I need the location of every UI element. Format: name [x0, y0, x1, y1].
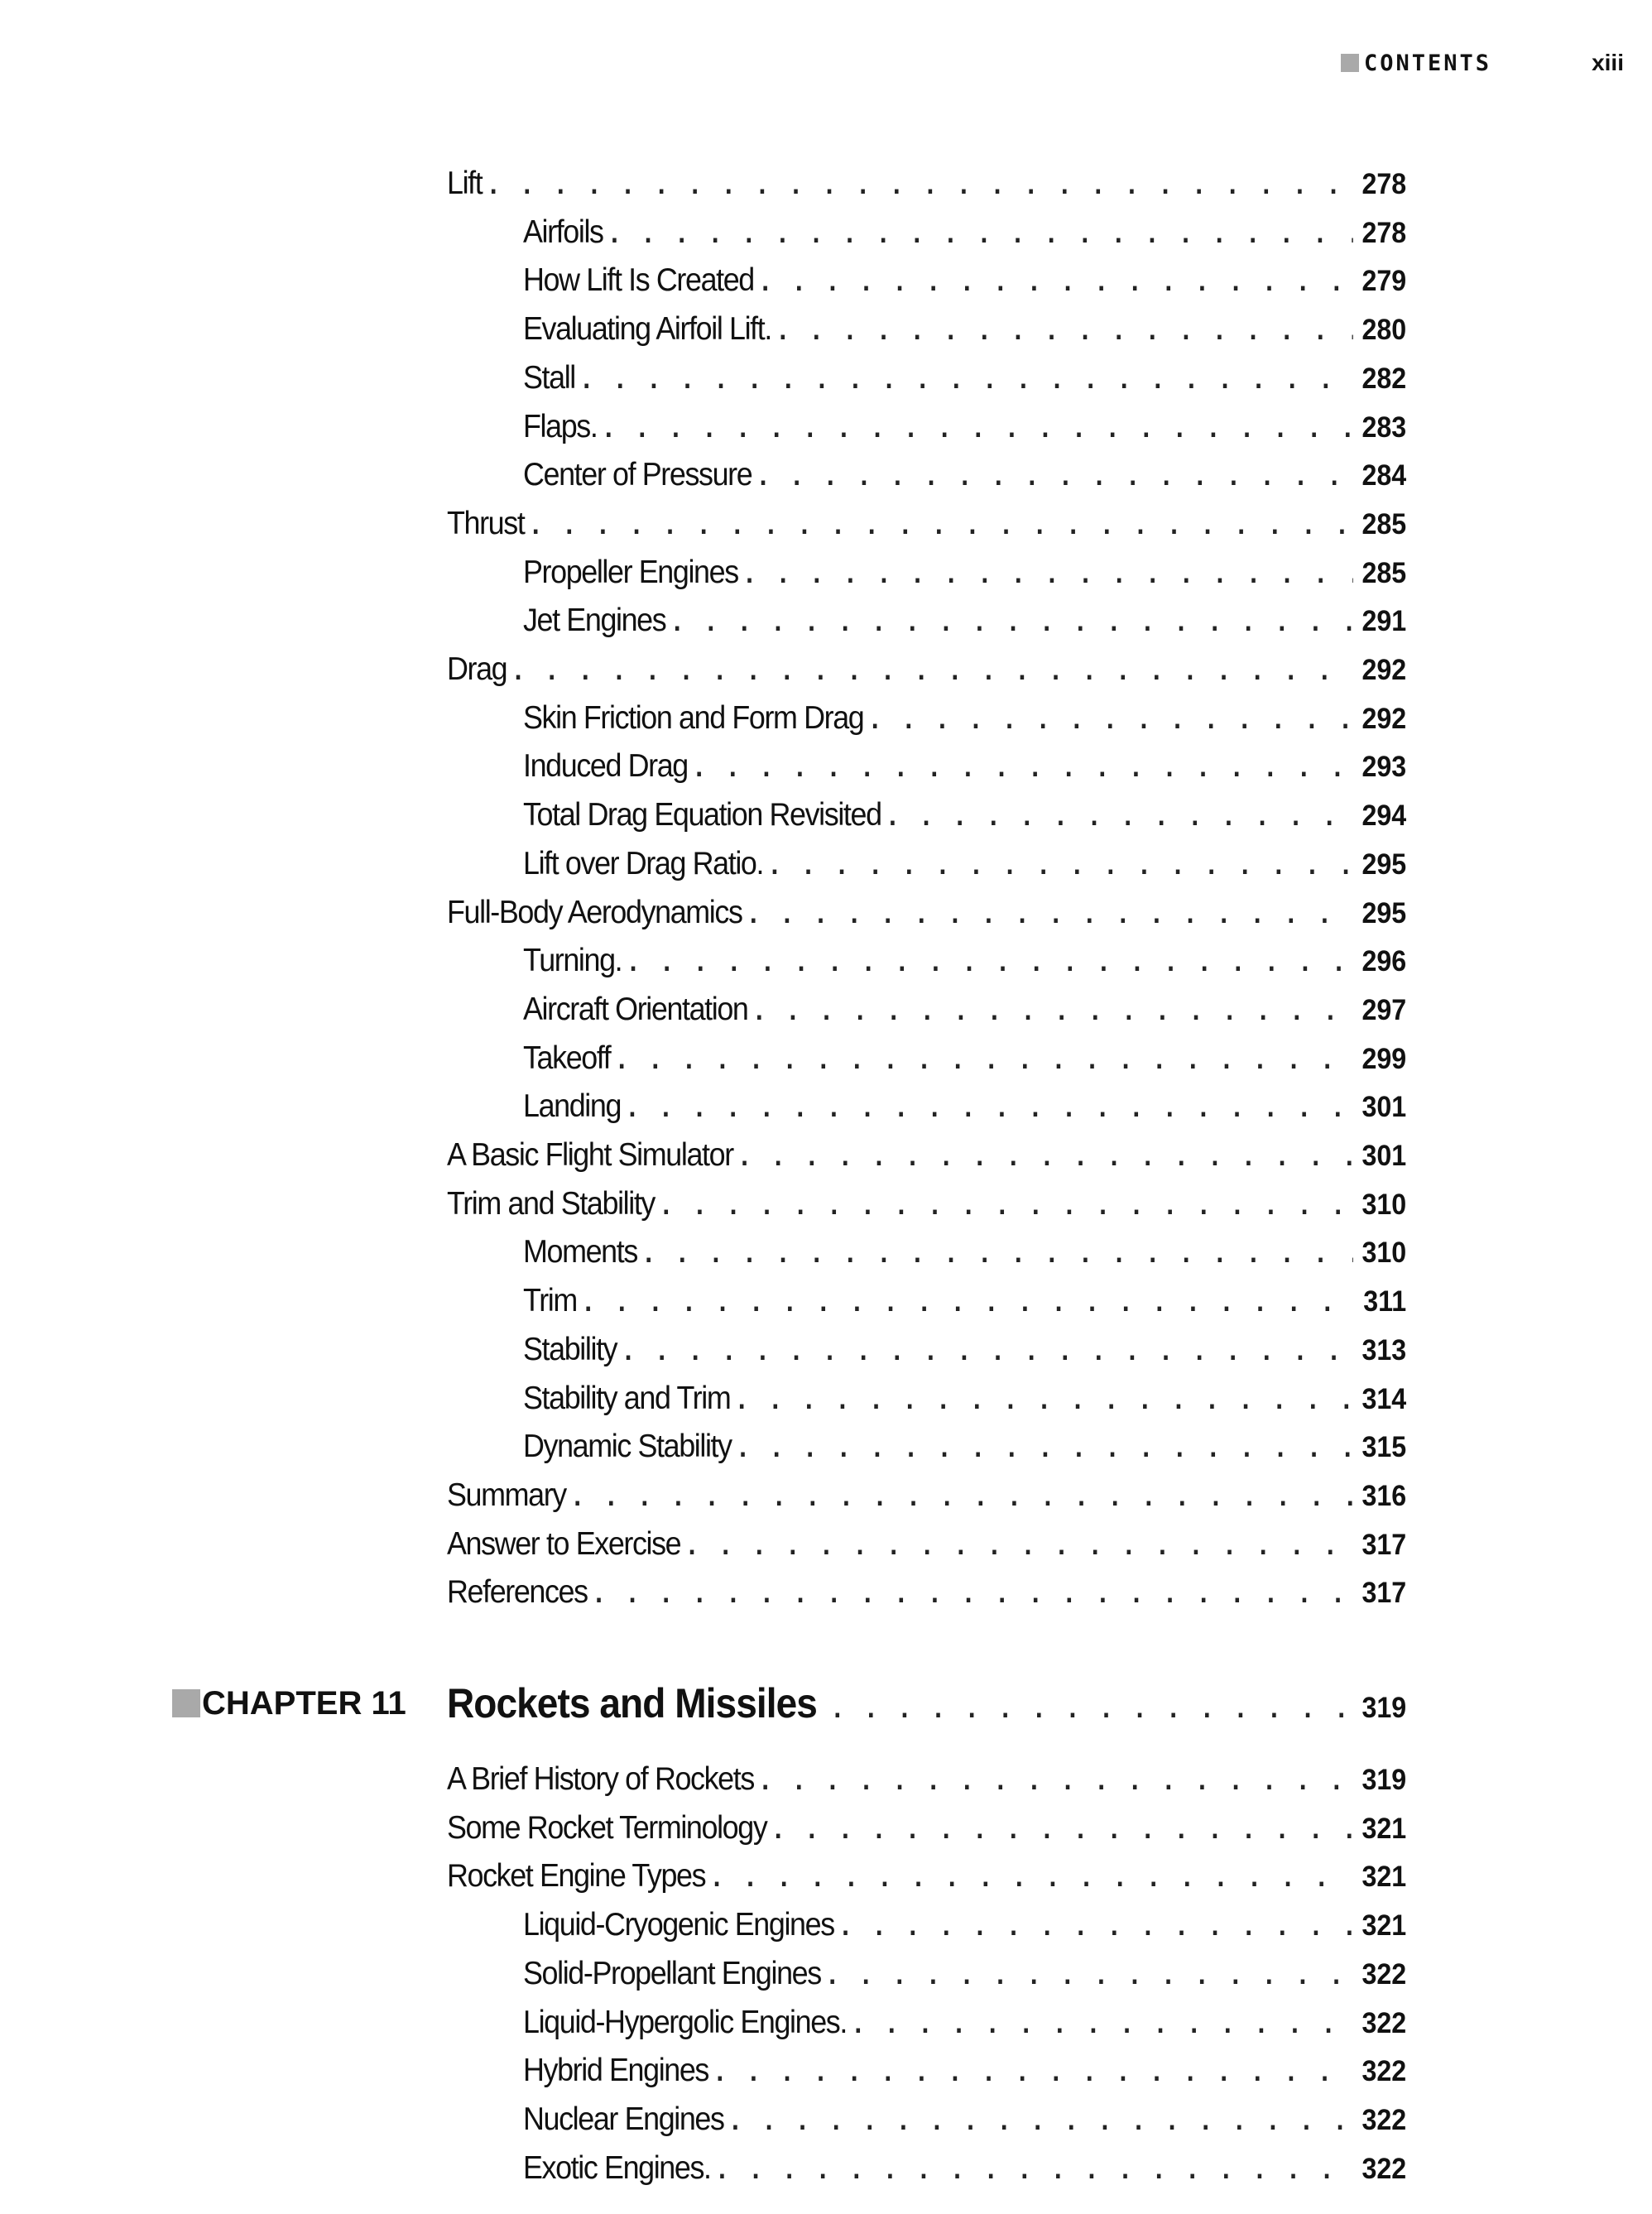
- entry-title: Answer to Exercise: [447, 1525, 681, 1562]
- chapter-label: [172, 1680, 406, 1727]
- entry-title: Thrust: [447, 505, 525, 541]
- toc-entry[interactable]: [447, 1523, 1406, 1566]
- dot-leader: [768, 845, 1353, 888]
- dot-leader: [752, 991, 1353, 1034]
- dot-leader: [758, 262, 1352, 305]
- entry-page: 285: [1361, 556, 1407, 589]
- entry-title: Drag: [447, 651, 507, 687]
- dot-leader: [742, 554, 1353, 597]
- chapter-title-row[interactable]: [447, 1680, 1406, 1727]
- dot-leader: [747, 894, 1353, 937]
- entry-title: Dynamic Stability: [523, 1429, 732, 1465]
- chapter-page: 319: [1361, 1692, 1407, 1724]
- dot-leader: [736, 1428, 1353, 1471]
- entry-title: Stability and Trim: [523, 1380, 731, 1416]
- dot-leader: [886, 796, 1353, 839]
- dot-leader: [737, 1136, 1353, 1179]
- entry-page: 299: [1361, 1042, 1407, 1075]
- dot-leader: [581, 1282, 1352, 1325]
- toc-entry[interactable]: [447, 162, 1406, 205]
- entry-page: 317: [1361, 1528, 1407, 1561]
- entry-title: Rocket Engine Types: [447, 1858, 706, 1895]
- toc-subentry[interactable]: [523, 745, 1406, 788]
- dot-leader: [607, 214, 1353, 257]
- entry-page: 319: [1361, 1764, 1407, 1796]
- entry-title: Skin Friction and Form Drag: [523, 699, 864, 736]
- entry-title: Total Drag Equation Revisited: [523, 797, 881, 833]
- entry-page: 292: [1361, 702, 1407, 735]
- entry-page: 278: [1361, 168, 1407, 200]
- entry-page: 322: [1361, 2006, 1407, 2039]
- entry-page: 282: [1361, 362, 1407, 395]
- dot-leader: [570, 1477, 1352, 1520]
- chapter-number: CHAPTER 11: [202, 1684, 406, 1722]
- entry-title: Hybrid Engines: [523, 2053, 708, 2089]
- dot-leader: [713, 2052, 1353, 2095]
- entry-title: A Brief History of Rockets: [447, 1761, 754, 1797]
- dot-leader: [670, 602, 1353, 645]
- entry-title: Aircraft Orientation: [523, 991, 748, 1027]
- entry-page: 285: [1361, 507, 1407, 540]
- entry-page: 321: [1361, 1861, 1407, 1894]
- entry-title: Some Rocket Terminology: [447, 1809, 767, 1846]
- toc-subentry[interactable]: [523, 259, 1406, 302]
- entry-title: Takeoff: [523, 1040, 611, 1076]
- entry-page: 296: [1361, 945, 1407, 978]
- entry-page: 313: [1361, 1333, 1407, 1366]
- toc-subentry[interactable]: [523, 2001, 1406, 2044]
- entry-page: 322: [1361, 2055, 1407, 2088]
- toc-subentry[interactable]: [523, 988, 1406, 1031]
- entry-title: Airfoils: [523, 214, 603, 250]
- entry-page: 279: [1361, 265, 1407, 298]
- dot-leader: [735, 1380, 1353, 1423]
- entry-title: Propeller Engines: [523, 554, 738, 590]
- entry-title: Jet Engines: [523, 603, 666, 639]
- dot-leader: [615, 1040, 1353, 1083]
- entry-page: 292: [1361, 654, 1407, 686]
- toc-subentry[interactable]: [523, 939, 1406, 982]
- entry-page: 314: [1361, 1382, 1407, 1415]
- toc-subentry[interactable]: [523, 1904, 1406, 1947]
- entry-title: Summary: [447, 1477, 566, 1513]
- toc-subentry[interactable]: [523, 843, 1406, 886]
- toc-subentry[interactable]: [523, 1231, 1406, 1274]
- toc-subentry[interactable]: [523, 1952, 1406, 1995]
- toc-subentry[interactable]: [523, 211, 1406, 254]
- entry-page: 321: [1361, 1909, 1407, 1943]
- toc-subentry[interactable]: [523, 308, 1406, 351]
- entry-title: Liquid-Cryogenic Engines: [523, 1907, 834, 1943]
- dot-leader: [758, 1760, 1352, 1803]
- toc-subentry[interactable]: [523, 1328, 1406, 1371]
- dot-leader: [868, 699, 1353, 742]
- dot-leader: [592, 1573, 1353, 1616]
- entry-page: 301: [1361, 1091, 1407, 1124]
- toc-subentry[interactable]: [523, 2098, 1406, 2141]
- dot-leader: [771, 1809, 1353, 1852]
- toc-subentry[interactable]: [523, 1037, 1406, 1080]
- page-number: xiii: [1592, 50, 1624, 75]
- dot-leader: [627, 942, 1353, 985]
- entry-page: 322: [1361, 2152, 1407, 2185]
- entry-page: 291: [1361, 605, 1407, 638]
- entry-page: 284: [1361, 459, 1407, 492]
- entry-title: Stall: [523, 359, 575, 396]
- entry-title: Exotic Engines.: [523, 2149, 711, 2186]
- entry-page: 315: [1361, 1431, 1407, 1464]
- toc-subentry[interactable]: [523, 406, 1406, 449]
- dot-leader: [715, 2149, 1353, 2192]
- running-head-label: CONTENTS: [1364, 50, 1492, 76]
- toc-subentry[interactable]: [523, 551, 1406, 594]
- entry-title: Landing: [523, 1088, 622, 1125]
- dot-leader: [529, 505, 1353, 548]
- entry-page: 301: [1361, 1140, 1407, 1172]
- toc-subentry[interactable]: [523, 2049, 1406, 2092]
- dot-leader: [579, 359, 1352, 402]
- dot-leader: [838, 1906, 1353, 1949]
- toc-subentry[interactable]: [523, 357, 1406, 400]
- chapter-title: Rockets and Missiles: [447, 1680, 817, 1727]
- dot-leader: [728, 2101, 1353, 2144]
- entry-page: 295: [1361, 896, 1407, 929]
- dot-leader: [756, 456, 1353, 499]
- entry-title: Lift: [447, 166, 483, 201]
- entry-page: 317: [1361, 1577, 1407, 1610]
- toc-entry[interactable]: [447, 1807, 1406, 1850]
- entry-page: 297: [1361, 993, 1407, 1026]
- entry-page: 295: [1361, 848, 1407, 881]
- dot-leader: [710, 1857, 1353, 1900]
- entry-title: Stability: [523, 1331, 617, 1367]
- dot-leader: [851, 2004, 1352, 2047]
- entry-page: 316: [1361, 1479, 1407, 1512]
- entry-title: Flaps.: [523, 408, 598, 444]
- entry-page: 310: [1361, 1188, 1407, 1221]
- entry-title: Induced Drag: [523, 748, 688, 785]
- dot-leader: [685, 1525, 1353, 1568]
- toc-subentry[interactable]: [523, 454, 1406, 497]
- entry-title: Trim: [523, 1283, 577, 1319]
- entry-page: 310: [1361, 1237, 1407, 1270]
- entry-title: A Basic Flight Simulator: [447, 1137, 733, 1173]
- entry-page: 280: [1361, 314, 1407, 347]
- entry-title: Trim and Stability: [447, 1185, 655, 1222]
- toc-subentry[interactable]: [523, 2147, 1406, 2190]
- dot-leader: [830, 1687, 1357, 1733]
- dot-leader: [641, 1233, 1352, 1276]
- entry-page: 311: [1363, 1285, 1407, 1318]
- toc-subentry[interactable]: [523, 1280, 1406, 1323]
- toc-subentry[interactable]: [523, 794, 1406, 837]
- entry-title: References: [447, 1574, 588, 1611]
- toc-entry[interactable]: [447, 502, 1406, 545]
- toc-entry[interactable]: [447, 648, 1406, 691]
- entry-page: 322: [1361, 1957, 1407, 1991]
- dot-leader: [602, 408, 1353, 451]
- toc-entry[interactable]: [447, 1571, 1406, 1614]
- dot-leader: [511, 651, 1353, 694]
- toc-entry[interactable]: [447, 1134, 1406, 1177]
- entry-title: How Lift Is Created: [523, 262, 754, 299]
- entry-title: Full-Body Aerodynamics: [447, 894, 742, 930]
- entry-page: 283: [1361, 411, 1407, 444]
- entry-title: Turning.: [523, 943, 622, 979]
- entry-title: Lift over Drag Ratio.: [523, 845, 764, 881]
- entry-page: 322: [1361, 2103, 1407, 2136]
- dot-leader: [660, 1185, 1353, 1228]
- dot-leader: [825, 1955, 1352, 1998]
- toc-subentry[interactable]: [523, 697, 1406, 740]
- toc-entry[interactable]: [447, 1855, 1406, 1898]
- entry-title: Liquid-Hypergolic Engines.: [523, 2004, 847, 2040]
- entry-title: Moments: [523, 1234, 637, 1270]
- toc-entry[interactable]: [447, 1474, 1406, 1517]
- entry-page: 321: [1361, 1812, 1407, 1845]
- dot-leader: [776, 310, 1352, 353]
- entry-title: Solid-Propellant Engines: [523, 1955, 821, 1991]
- entry-page: 293: [1361, 751, 1407, 784]
- entry-title: Evaluating Airfoil Lift.: [523, 311, 771, 348]
- dot-leader: [487, 165, 1353, 208]
- toc-subentry[interactable]: [523, 1425, 1406, 1468]
- toc-subentry[interactable]: [523, 1085, 1406, 1128]
- dot-leader: [692, 747, 1352, 790]
- entry-title: Center of Pressure: [523, 457, 752, 493]
- toc-entry[interactable]: [447, 891, 1406, 934]
- toc-entry[interactable]: [447, 1183, 1406, 1226]
- entry-title: Nuclear Engines: [523, 2101, 724, 2137]
- entry-page: 278: [1361, 216, 1407, 249]
- toc-entry[interactable]: [447, 1758, 1406, 1801]
- dot-leader: [622, 1331, 1353, 1374]
- toc-subentry[interactable]: [523, 599, 1406, 642]
- dot-leader: [626, 1088, 1353, 1131]
- entry-page: 294: [1361, 800, 1407, 833]
- chapter-marker: [172, 1689, 200, 1717]
- toc-subentry[interactable]: [523, 1377, 1406, 1420]
